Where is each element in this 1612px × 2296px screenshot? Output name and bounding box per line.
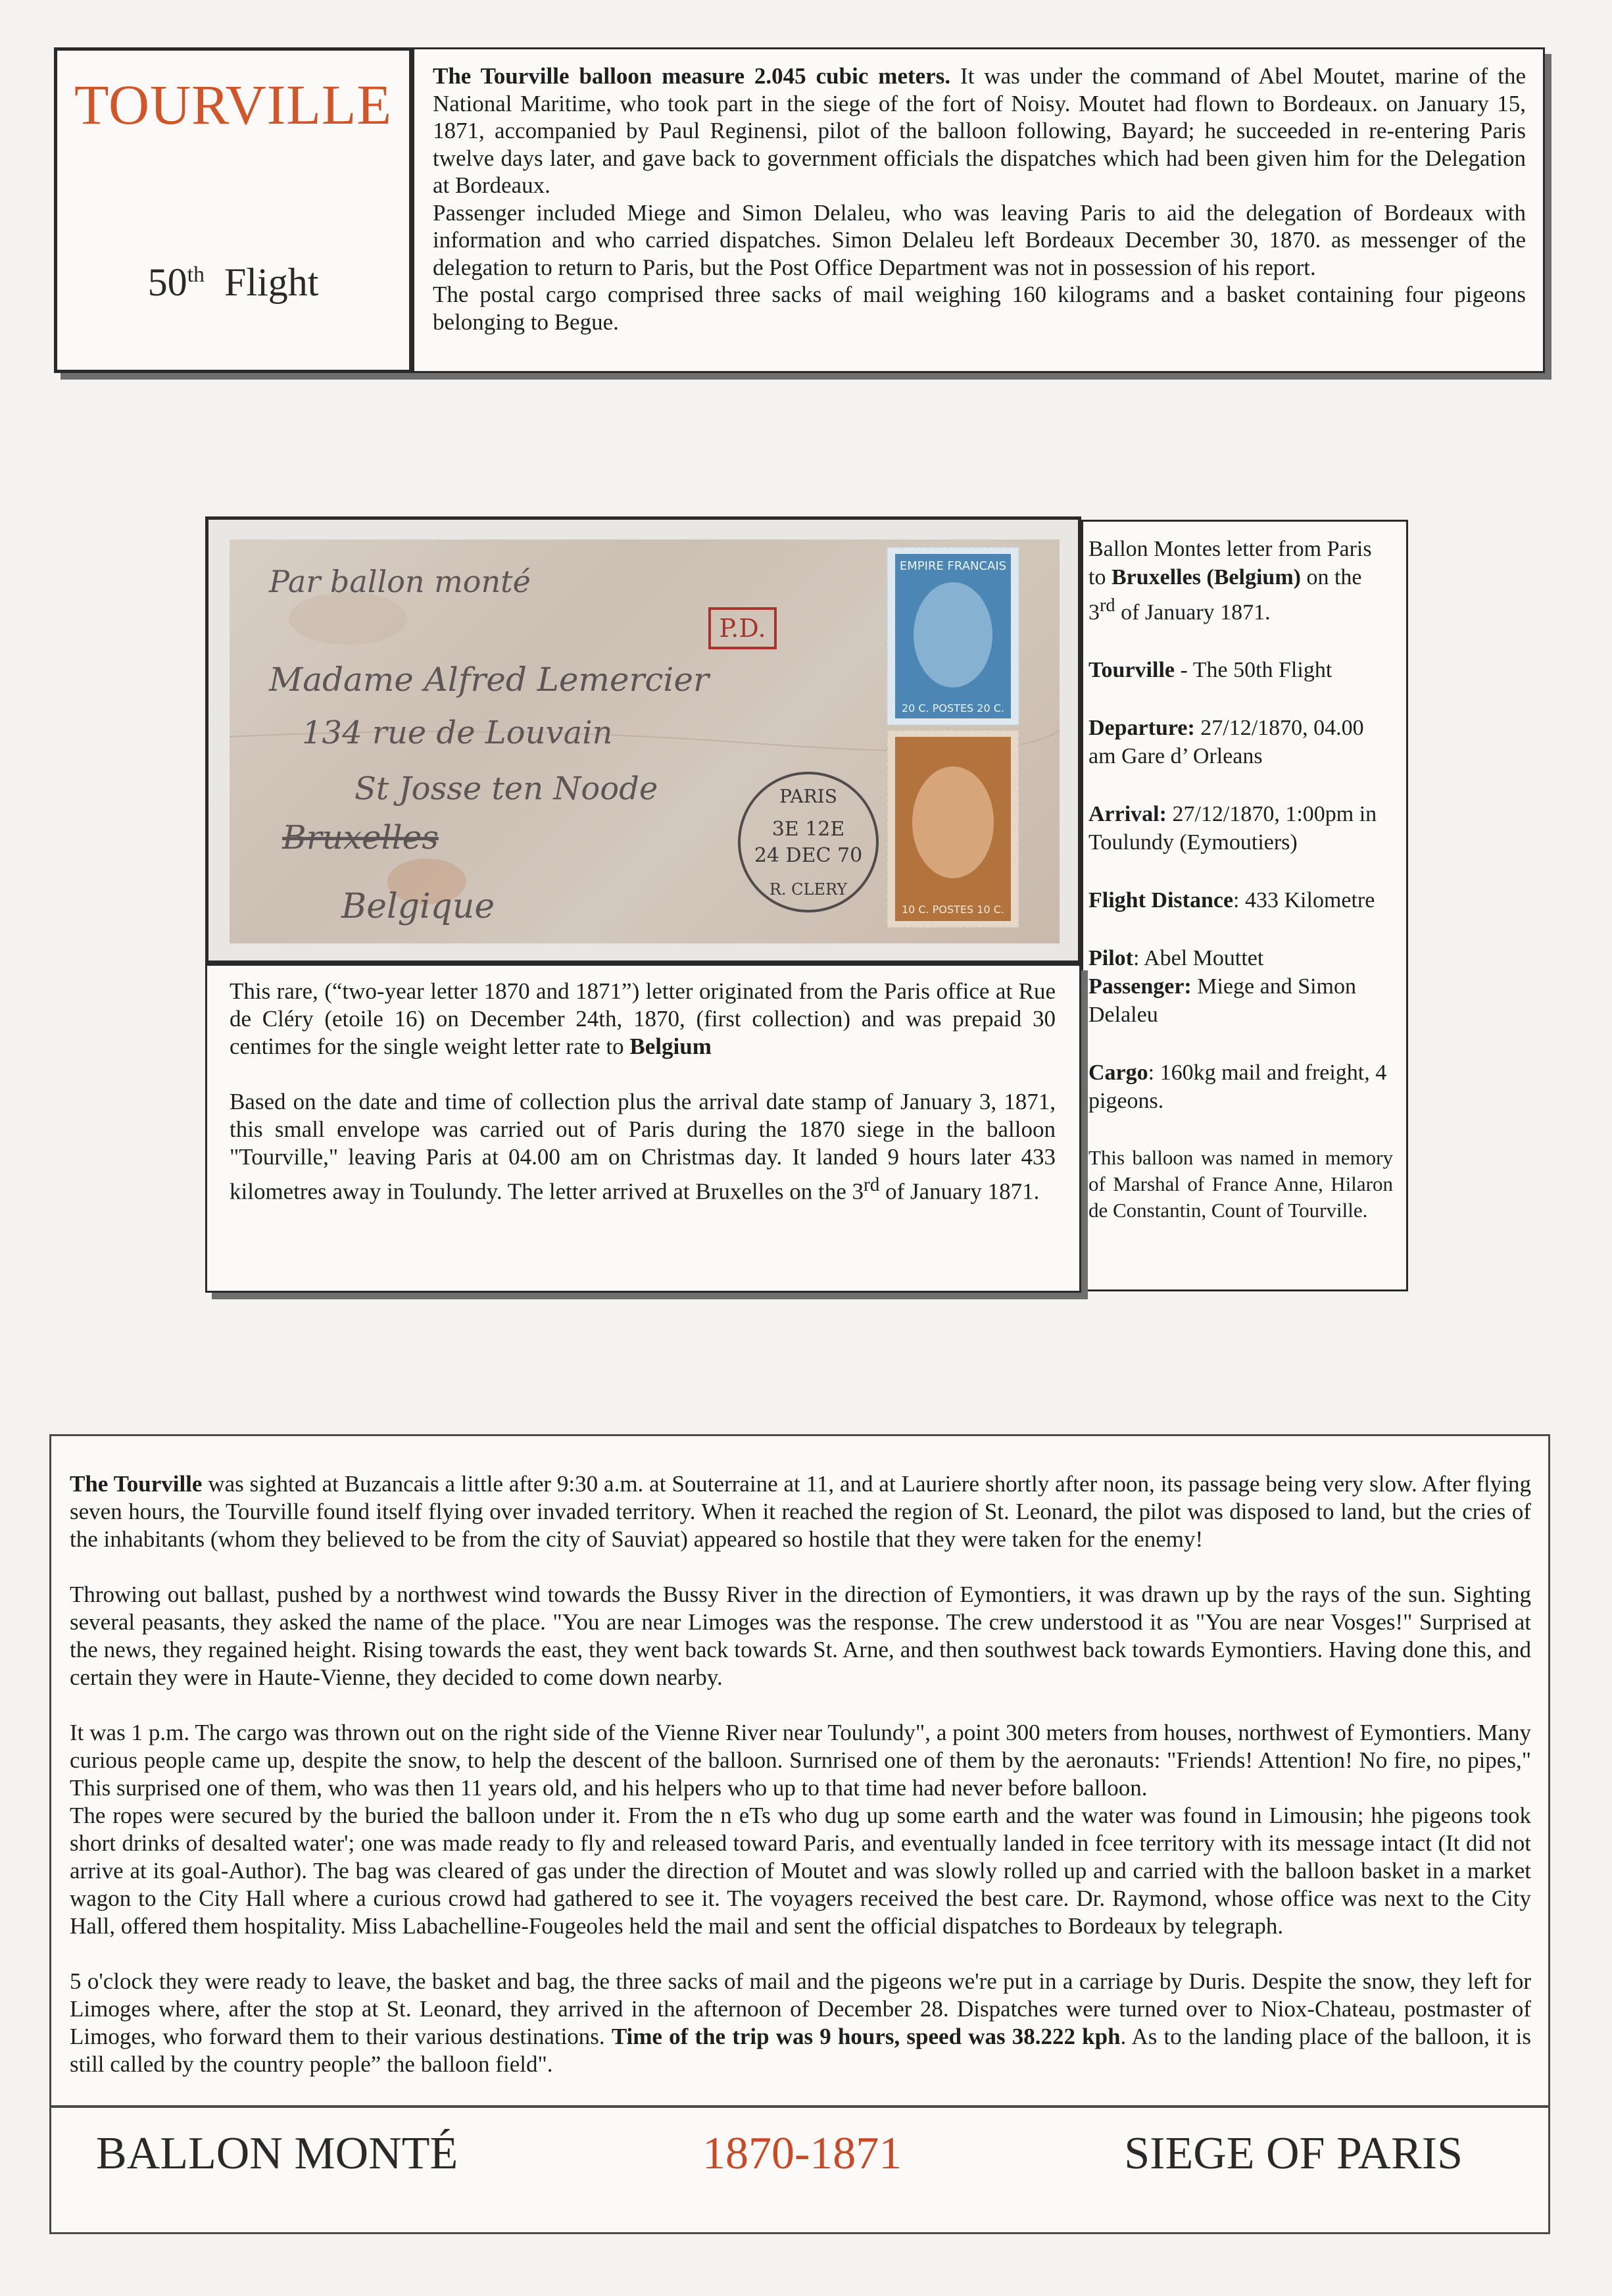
distance-info <box>1088 886 1393 914</box>
departure-info <box>1088 714 1393 770</box>
script-line-2: Madame Alfred Lemercier <box>269 661 709 699</box>
balloon-name <box>1088 656 1393 684</box>
pilot-label: Pilot <box>1088 946 1133 971</box>
cargo-info <box>1088 1059 1393 1115</box>
flight-word: Flight <box>224 261 319 304</box>
story-paragraph-4 <box>70 1968 1531 2078</box>
story-paragraph-2: Throwing out ballast, pushed by a northwest wind towards the Bussy River in the direction of Eymontiers, it was drawn up by the rays of the sun. Sighting several peasants, they asked the name of the place. "You are near Limoges was the response. The crew understood it as "You are near Vosges!" Surprised at the news, they regained height. Rising towards the east, they went back towards St. Arne, and then southwest back towards Eymontiers. Having done this, and certain they were in Haute-Vienne, they decided to come down nearby. <box>70 1582 1531 1690</box>
title-panel <box>54 47 412 373</box>
script-line-5: Bruxelles <box>282 818 439 857</box>
arrival-info <box>1088 800 1393 857</box>
flight-label <box>57 260 409 305</box>
distance-value: : 433 Kilometre <box>1233 888 1375 913</box>
pilot-value: : Abel Mouttet <box>1133 946 1264 971</box>
description-route-end: of January 1871. <box>879 1178 1040 1205</box>
footer-years: 1870-1871 <box>702 2128 902 2179</box>
envelope-art <box>230 539 1060 943</box>
story-paragraph-3 <box>70 1719 1531 1940</box>
description-route-text: Based on the date and time of collection plus the arrival date stamp of January 3, 1871, this small envelope was carried out of Paris during the 1870 siege in the balloon "Tourville," leaving Paris at 04.00 am on Christmas day. It landed 9 hours later 433 kilometres away in Toulundy. The letter arrived at Bruxelles on the 3 <box>230 1089 1056 1205</box>
story-p4a: 5 o'clock they were ready to leave, the basket and bag, the three sacks of mail and the pigeons we're put in a carriage by Duris. Despite the snow, they left for Limoges where, after the stop at St. Leonard, they arrived in the afternoon of December 28. Dispatches were turned over to Niox-Chateau, postmaster of Limoges, who forward them to their various destinations. <box>70 1968 1531 2049</box>
description-origin <box>230 978 1056 1061</box>
stamp-10c-brown <box>887 730 1019 928</box>
emperor-portrait <box>914 582 992 687</box>
ceres-portrait <box>912 766 994 878</box>
departure-value: 27/12/1870, 04.00 am Gare d’ Orleans <box>1088 716 1364 769</box>
intro-text <box>433 62 1526 336</box>
arrival-label: Arrival: <box>1088 802 1167 827</box>
balloon-name-bold: Tourville <box>1088 658 1175 683</box>
story-p3b: The ropes were secured by the buried the balloon under it. From the n eTs who dug up some earth and the water was found in Limousin; hhe pigeons took short drinks of desalted water'; one was made ready to fly and released toward Paris, and eventually landed in fcee territory with its message intact (It did not arrive at its goal-Author). The bag was cleared of gas under the direction of Moutet and was slowly rolled up and carried with the balloon basket in a market wagon to the City Hall where a curious crowd had gathered to see it. The voyagers received the best care. Dr. Raymond, whose office was next to the City Hall, offered them hospitality. Miss Labachelline-Fougeoles held the mail and sent the official dispatches to Bordeaux by telegraph. <box>70 1803 1531 1939</box>
flight-info-panel <box>1081 520 1408 1291</box>
story-paragraph-1 <box>70 1470 1531 1553</box>
cover-mount <box>205 516 1081 964</box>
cover-description-panel <box>205 964 1081 1293</box>
description-route <box>230 1088 1056 1206</box>
intro-lead-rest: It was under the command of Abel Moutet, marine of the National Maritime, who took part in the siege of the fort of Noisy. Moutet had flown to Bordeaux. on January 15, 1871, accompanied by Paul Reginensi, pilot of the balloon following, Bayard; he succeeded in re-entering Paris twelve days later, and gave back to government officials the dispatches which had been given him for the Delegation at Bordeaux. <box>433 63 1526 198</box>
stamp-20c-blue <box>887 547 1019 725</box>
description-destination: Belgium <box>629 1034 712 1059</box>
crew-info <box>1088 944 1393 1029</box>
story-p4b: . As to the landing place of the balloon, it is still called by the country people” the balloon field". <box>70 2024 1531 2077</box>
svg-text:20 C. POSTES 20 C.: 20 C. POSTES 20 C. <box>901 702 1005 714</box>
svg-text:R. CLERY: R. CLERY <box>769 880 848 899</box>
footer-right-title: SIEGE OF PARIS <box>1124 2128 1463 2179</box>
passenger-label: Passenger: <box>1088 974 1192 999</box>
story-p3a: It was 1 p.m. The cargo was thrown out on the right side of the Vienne River near Toulundy", a point 300 meters from houses, northwest of Eymontiers. Many curious people came up, despite the snow, to help the descent of the balloon. Surnrised one of them by the aeronauts: "Friends! Attention! No fire, no pipes," This surprised one of them, who was then 11 years old, and his helpers who up to that time had never before balloon. <box>70 1720 1531 1801</box>
script-line-3: 134 rue de Louvain <box>302 714 613 751</box>
route-destination: Bruxelles (Belgium) <box>1111 565 1301 589</box>
balloon-name-rest: - The 50th Flight <box>1175 658 1332 683</box>
distance-label: Flight Distance <box>1088 888 1234 913</box>
flight-number: 50 <box>147 261 187 304</box>
cover-description <box>230 978 1056 1234</box>
route-summary <box>1088 535 1393 626</box>
flight-info-text <box>1088 535 1393 1253</box>
namesake-note: This balloon was named in memory of Marshal of France Anne, Hilaron de Constantin, Count of Tourville. <box>1088 1146 1393 1222</box>
script-line-4: St Josse ten Noode <box>354 770 658 807</box>
story-panel <box>49 1434 1550 2105</box>
script-line-1: Par ballon monté <box>269 564 531 599</box>
intro-lead: The Tourville balloon measure 2.045 cubic meters. <box>433 63 951 89</box>
envelope-image <box>230 539 1060 943</box>
description-origin-text: This rare, (“two-year letter 1870 and 1871”) letter originated from the Paris office at Rue de Cléry (etoile 16) on December 24th, 1870, (first collection) and was prepaid 30 centimes for the single weight letter rate to <box>230 978 1056 1059</box>
passenger-value: Miege and Simon Delaleu <box>1088 974 1357 1028</box>
cargo-label: Cargo <box>1088 1061 1148 1086</box>
story-text <box>70 1470 1531 2106</box>
paris-postmark <box>739 773 877 911</box>
svg-text:10 C. POSTES 10 C.: 10 C. POSTES 10 C. <box>901 903 1005 916</box>
description-sup: rd <box>864 1174 880 1195</box>
intro-passengers: Passenger included Miege and Simon Delaleu, who was leaving Paris to aid the delegation of Bordeaux with information and who carried dispatches. Simon Delaleu left Bordeaux December 30, 1870. as messenger of the delegation to return to Paris, but the Post Office Department was not in possession of his report. <box>433 199 1526 280</box>
route-sup: rd <box>1100 595 1115 616</box>
story-title: The Tourville <box>70 1471 203 1497</box>
intro-cargo: The postal cargo comprised three sacks of mail weighing 160 kilograms and a basket containing four pigeons belonging to Begue. <box>433 282 1526 335</box>
departure-label: Departure: <box>1088 716 1195 741</box>
story-trip-stats: Time of the trip was 9 hours, speed was 38.222 kph <box>611 2024 1121 2049</box>
footer-left-title: BALLON MONTÉ <box>96 2128 458 2179</box>
route-text-c: of January 1871. <box>1115 600 1271 625</box>
svg-text:3E 12E: 3E 12E <box>771 818 845 841</box>
cargo-value: : 160kg mail and freight, 4 pigeons. <box>1088 1061 1387 1114</box>
svg-text:24 DEC 70: 24 DEC 70 <box>754 844 863 867</box>
svg-text:EMPIRE FRANCAIS: EMPIRE FRANCAIS <box>899 559 1007 573</box>
route-text: Ballon Montes letter from Paris to <box>1088 537 1372 589</box>
route-text-b: on the 3 <box>1088 565 1362 625</box>
svg-text:P.D.: P.D. <box>719 614 766 643</box>
script-line-6: Belgique <box>341 887 495 926</box>
footer <box>49 2105 1550 2234</box>
pd-handstamp <box>710 609 775 648</box>
flight-suffix: th <box>187 262 205 287</box>
svg-text:PARIS: PARIS <box>779 786 837 807</box>
story-p1-text: was sighted at Buzancais a little after 9:30 a.m. at Souterraine at 11, and at Lauriere shortly after noon, its passage being very slow. After flying seven hours, the Tourville found itself flying over invaded territory. When it reached the region of St. Leonard, the pilot was disposed to land, but the cries of the inhabitants (whom they believed to be from the city of Sauviat) appeared so hostile that they were taken for the enemy! <box>70 1471 1531 1552</box>
stain-2 <box>289 592 407 645</box>
page-title: TOURVILLE <box>74 73 392 136</box>
arrival-value: 27/12/1870, 1:00pm in Toulundy (Eymoutiers) <box>1088 802 1377 855</box>
intro-panel <box>412 47 1545 373</box>
